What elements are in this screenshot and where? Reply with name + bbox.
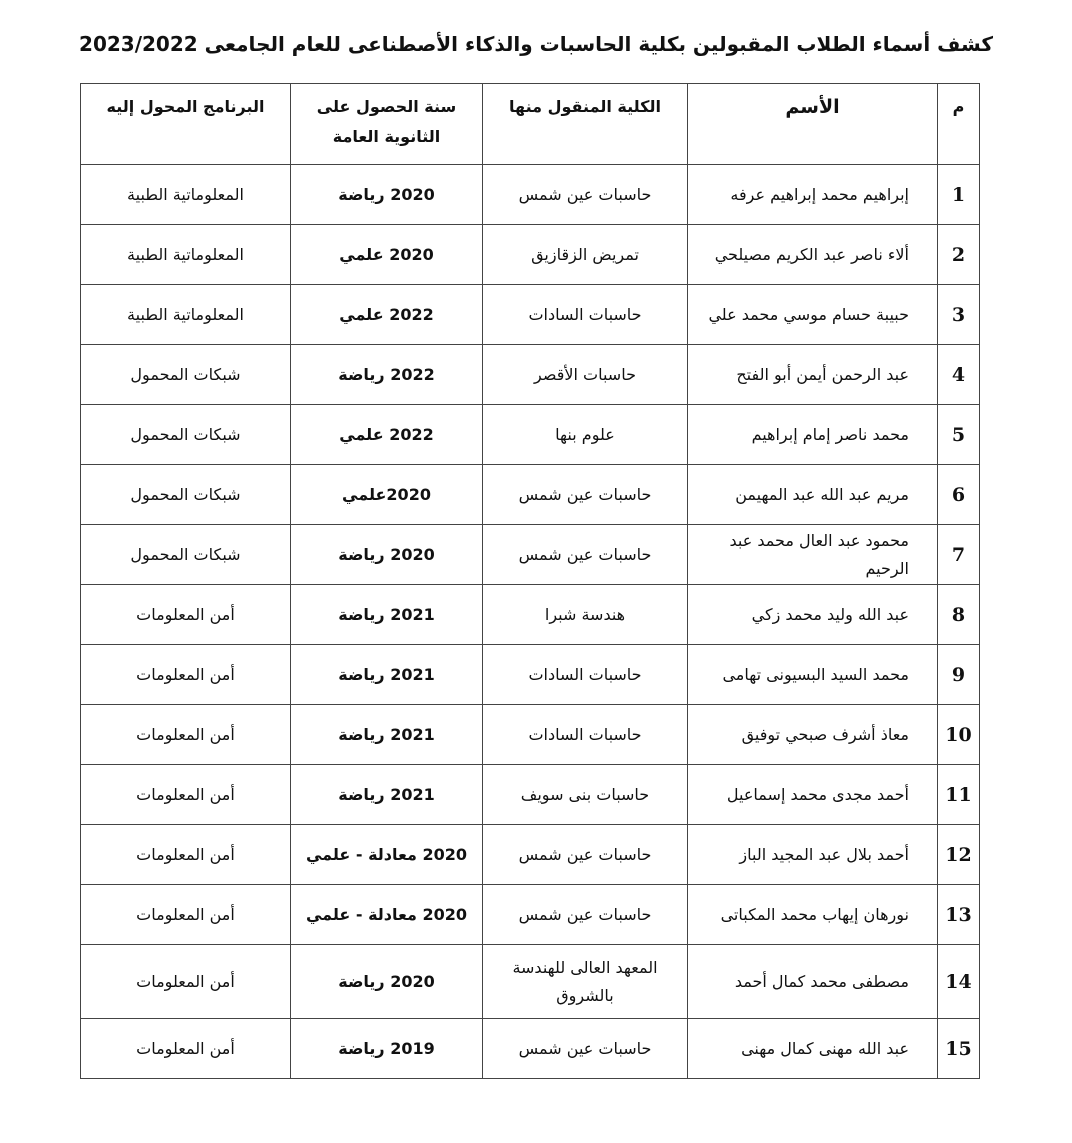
- source-college: المعهد العالى للهندسة بالشروق: [483, 945, 688, 1019]
- target-program: أمن المعلومات: [81, 945, 291, 1019]
- row-number: 9: [938, 645, 980, 705]
- target-program: أمن المعلومات: [81, 645, 291, 705]
- target-program: أمن المعلومات: [81, 705, 291, 765]
- header-num: م: [938, 84, 980, 165]
- table-body: [81, 165, 980, 1079]
- target-program: شبكات المحمول: [81, 345, 291, 405]
- table-row: [81, 465, 980, 525]
- student-name: حبيبة حسام موسي محمد علي: [688, 285, 938, 345]
- source-college: حاسبات عين شمس: [483, 165, 688, 225]
- target-program: أمن المعلومات: [81, 885, 291, 945]
- student-name: نورهان إيهاب محمد المكباتى: [688, 885, 938, 945]
- document-title: كشف أسماء الطلاب المقبولين بكلية الحاسبات والذكاء الأصطناعى للعام الجامعى 2023/2022: [79, 32, 993, 56]
- certificate-year: 2022 رياضة: [291, 345, 483, 405]
- certificate-year: 2022 علمي: [291, 285, 483, 345]
- table-row: [81, 945, 980, 1019]
- table-row: [81, 285, 980, 345]
- table-row: [81, 525, 980, 585]
- header-program: البرنامج المحول إليه: [81, 84, 291, 165]
- source-college: حاسبات بنى سويف: [483, 765, 688, 825]
- source-college: حاسبات السادات: [483, 285, 688, 345]
- certificate-year: 2021 رياضة: [291, 645, 483, 705]
- table-header-row: [81, 84, 980, 165]
- row-number: 14: [938, 945, 980, 1019]
- student-name: عبد الرحمن أيمن أبو الفتح: [688, 345, 938, 405]
- row-number: 8: [938, 585, 980, 645]
- table-row: [81, 165, 980, 225]
- target-program: أمن المعلومات: [81, 765, 291, 825]
- target-program: المعلوماتية الطبية: [81, 285, 291, 345]
- table-row: [81, 705, 980, 765]
- target-program: أمن المعلومات: [81, 1019, 291, 1079]
- source-college: هندسة شبرا: [483, 585, 688, 645]
- student-name: عبد الله وليد محمد زكي: [688, 585, 938, 645]
- source-college: حاسبات عين شمس: [483, 885, 688, 945]
- row-number: 2: [938, 225, 980, 285]
- row-number: 10: [938, 705, 980, 765]
- source-college: حاسبات عين شمس: [483, 465, 688, 525]
- row-number: 4: [938, 345, 980, 405]
- certificate-year: 2020 علمي: [291, 225, 483, 285]
- row-number: 15: [938, 1019, 980, 1079]
- source-college: حاسبات السادات: [483, 645, 688, 705]
- student-name: معاذ أشرف صبحي توفيق: [688, 705, 938, 765]
- student-name: محمود عبد العال محمد عبد الرحيم: [688, 525, 938, 585]
- source-college: علوم بنها: [483, 405, 688, 465]
- student-name: محمد السيد البسيونى تهامى: [688, 645, 938, 705]
- target-program: أمن المعلومات: [81, 585, 291, 645]
- source-college: حاسبات عين شمس: [483, 1019, 688, 1079]
- certificate-year: 2020 معادلة - علمي: [291, 825, 483, 885]
- student-name: إبراهيم محمد إبراهيم عرفه: [688, 165, 938, 225]
- row-number: 6: [938, 465, 980, 525]
- header-year: سنة الحصول على الثانوية العامة: [291, 84, 483, 165]
- target-program: المعلوماتية الطبية: [81, 225, 291, 285]
- certificate-year: 2020 رياضة: [291, 945, 483, 1019]
- table-row: [81, 645, 980, 705]
- table-row: [81, 405, 980, 465]
- source-college: حاسبات عين شمس: [483, 825, 688, 885]
- student-name: عبد الله مهنى كمال مهنى: [688, 1019, 938, 1079]
- row-number: 7: [938, 525, 980, 585]
- certificate-year: 2020علمي: [291, 465, 483, 525]
- certificate-year: 2021 رياضة: [291, 705, 483, 765]
- row-number: 12: [938, 825, 980, 885]
- header-name: الأسم: [688, 84, 938, 165]
- target-program: شبكات المحمول: [81, 525, 291, 585]
- certificate-year: 2021 رياضة: [291, 765, 483, 825]
- target-program: أمن المعلومات: [81, 825, 291, 885]
- students-table: [80, 83, 980, 1079]
- student-name: أحمد بلال عبد المجيد الباز: [688, 825, 938, 885]
- row-number: 13: [938, 885, 980, 945]
- certificate-year: 2020 رياضة: [291, 525, 483, 585]
- student-name: محمد ناصر إمام إبراهيم: [688, 405, 938, 465]
- student-name: مريم عبد الله عبد المهيمن: [688, 465, 938, 525]
- table-row: [81, 885, 980, 945]
- table-row: [81, 765, 980, 825]
- row-number: 11: [938, 765, 980, 825]
- table-row: [81, 585, 980, 645]
- target-program: شبكات المحمول: [81, 405, 291, 465]
- header-college: الكلية المنقول منها: [483, 84, 688, 165]
- student-name: مصطفى محمد كمال أحمد: [688, 945, 938, 1019]
- row-number: 1: [938, 165, 980, 225]
- target-program: المعلوماتية الطبية: [81, 165, 291, 225]
- table-row: [81, 1019, 980, 1079]
- source-college: حاسبات عين شمس: [483, 525, 688, 585]
- source-college: حاسبات السادات: [483, 705, 688, 765]
- table-row: [81, 825, 980, 885]
- student-name: ألاء ناصر عبد الكريم مصيلحي: [688, 225, 938, 285]
- row-number: 5: [938, 405, 980, 465]
- row-number: 3: [938, 285, 980, 345]
- source-college: تمريض الزقازيق: [483, 225, 688, 285]
- table-row: [81, 345, 980, 405]
- student-name: أحمد مجدى محمد إسماعيل: [688, 765, 938, 825]
- certificate-year: 2021 رياضة: [291, 585, 483, 645]
- table-row: [81, 225, 980, 285]
- certificate-year: 2022 علمي: [291, 405, 483, 465]
- certificate-year: 2020 رياضة: [291, 165, 483, 225]
- source-college: حاسبات الأقصر: [483, 345, 688, 405]
- certificate-year: 2020 معادلة - علمي: [291, 885, 483, 945]
- target-program: شبكات المحمول: [81, 465, 291, 525]
- certificate-year: 2019 رياضة: [291, 1019, 483, 1079]
